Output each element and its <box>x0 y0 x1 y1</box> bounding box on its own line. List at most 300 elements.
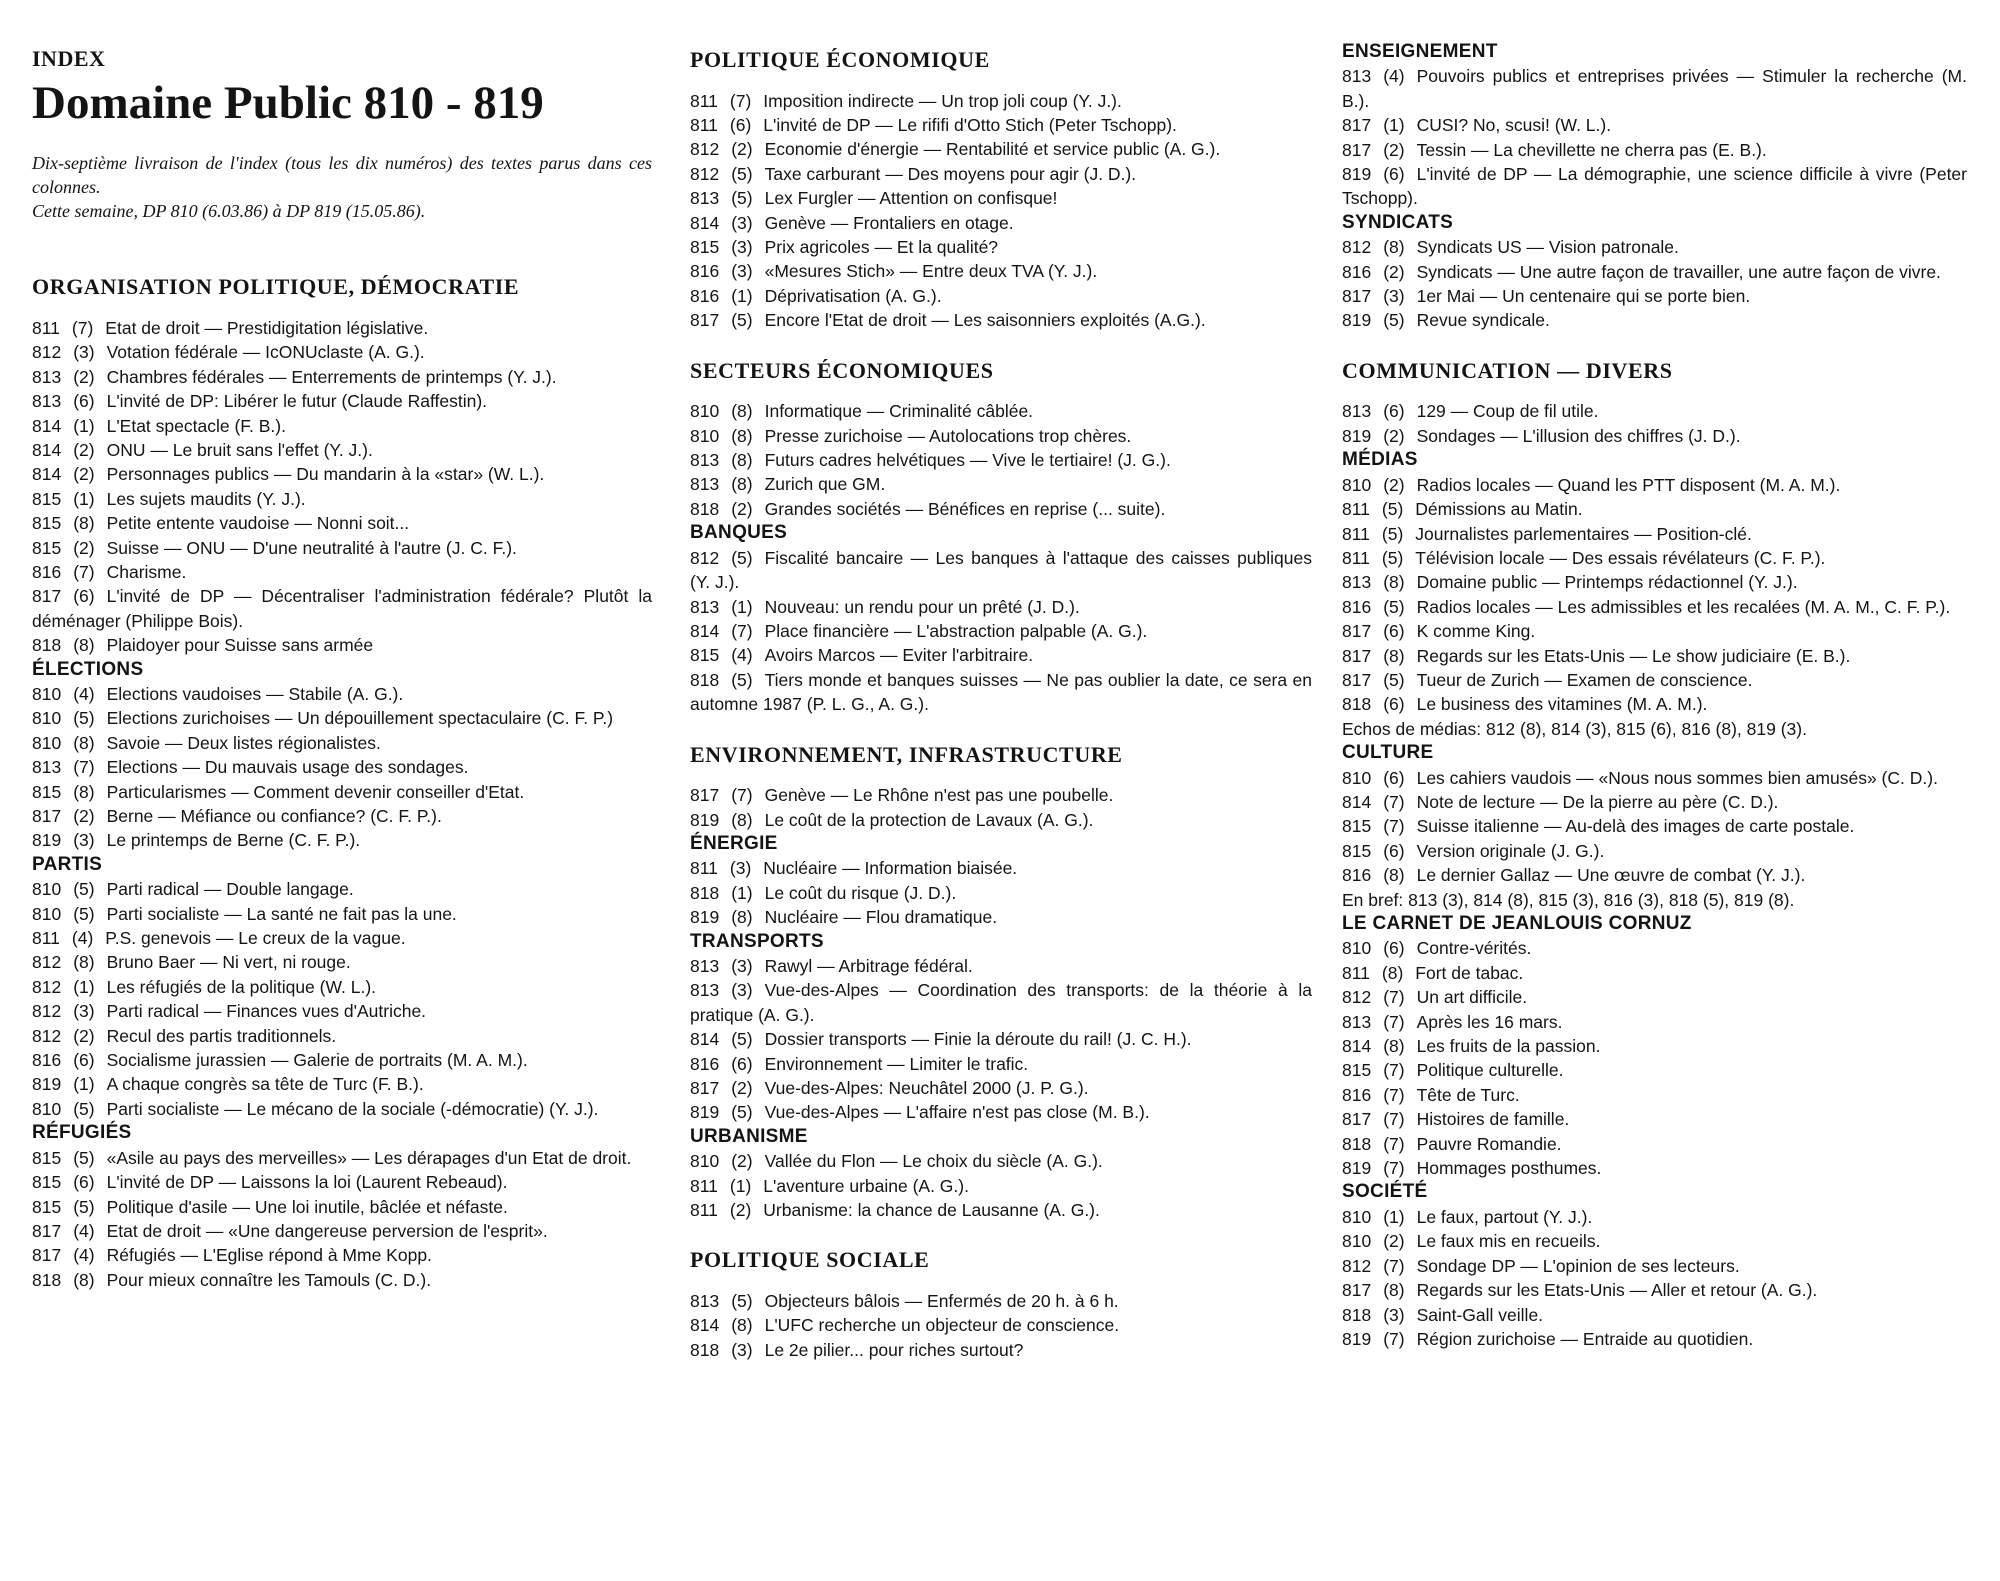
page-number: (5) <box>1383 596 1405 617</box>
page-number: (2) <box>731 498 753 519</box>
index-entry <box>1342 790 1967 814</box>
entry-title: Le business des vitamines (M. A. M.). <box>1416 694 1708 715</box>
issue-number: 814 <box>690 212 720 233</box>
page-number: (8) <box>73 1269 95 1290</box>
index-entry <box>1342 1083 1967 1107</box>
entry-title: L'invité de DP — Le rififi d'Otto Stich (Peter Tschopp). <box>763 115 1177 135</box>
entry-title: Grandes sociétés — Bénéfices en reprise (... suite). <box>764 498 1166 519</box>
entry-list <box>690 783 1312 832</box>
entry-title: Le coût du risque (J. D.). <box>764 882 957 903</box>
page-number: (2) <box>73 1025 95 1046</box>
entry-title: Bruno Baer — Ni vert, ni rouge. <box>106 952 351 973</box>
page-number: (2) <box>1383 261 1405 282</box>
issue-number: 816 <box>1342 865 1372 886</box>
page-number: (6) <box>73 1050 95 1071</box>
entry-list <box>1342 473 1967 717</box>
index-entry <box>1342 399 1967 423</box>
index-entry <box>690 259 1312 283</box>
index-entry <box>690 1174 1312 1198</box>
issue-number: 813 <box>690 450 720 471</box>
subsection-heading: BANQUES <box>690 522 788 544</box>
page-number: (2) <box>1383 425 1405 446</box>
issue-number: 810 <box>32 879 62 900</box>
page-number: (6) <box>73 586 95 607</box>
section-secteurs-economiques <box>690 357 1312 717</box>
index-entry <box>690 668 1312 717</box>
index-entry <box>690 1313 1312 1337</box>
page-number: (3) <box>731 261 753 282</box>
page-number: (5) <box>73 903 95 924</box>
index-entry <box>690 954 1312 978</box>
entry-list <box>32 316 652 658</box>
subsection-heading: CULTURE <box>1342 742 1434 764</box>
entry-title: Zurich que GM. <box>764 474 886 495</box>
entry-title: Votation fédérale — IcONUclaste (A. G.). <box>106 342 425 363</box>
entry-title: Genève — Frontaliers en otage. <box>764 212 1014 233</box>
issue-number: 811 <box>32 928 60 949</box>
page-number: (3) <box>731 237 753 258</box>
page-number: (2) <box>731 139 753 160</box>
index-entry <box>32 1219 652 1243</box>
page-number: (5) <box>1381 523 1404 544</box>
index-entry <box>32 828 652 852</box>
page-number: (7) <box>1383 1255 1405 1276</box>
issue-number: 815 <box>1342 840 1372 861</box>
entry-title: Le faux, partout (Y. J.). <box>1416 1206 1593 1227</box>
page-number: (7) <box>1383 1084 1405 1105</box>
entry-title: Le faux mis en recueils. <box>1416 1231 1601 1252</box>
section-heading: ORGANISATION POLITIQUE, DÉMOCRATIE <box>32 274 520 300</box>
index-entry <box>690 1149 1312 1173</box>
entry-title: Syndicats US — Vision patronale. <box>1416 237 1679 258</box>
page-number: (3) <box>73 342 95 363</box>
subsection-heading: TRANSPORTS <box>690 930 824 952</box>
index-entry <box>1342 1205 1967 1229</box>
issue-number: 817 <box>1342 669 1372 690</box>
entry-list <box>32 1146 652 1292</box>
page-number: (6) <box>1383 938 1405 959</box>
index-entry <box>32 1170 652 1194</box>
issue-number: 816 <box>32 1050 62 1071</box>
index-entry <box>1342 308 1967 332</box>
entry-title: Regards sur les Etats-Unis — Le show judiciaire (E. B.). <box>1416 645 1851 666</box>
issue-number: 814 <box>1342 791 1372 812</box>
entry-title: Presse zurichoise — Autolocations trop chères. <box>764 425 1132 446</box>
issue-number: 812 <box>1342 1255 1372 1276</box>
entry-title: Le dernier Gallaz — Une œuvre de combat (Y. J.). <box>1416 865 1806 886</box>
entry-list <box>1342 64 1967 210</box>
page-number: (6) <box>729 115 752 135</box>
page-number: (5) <box>73 708 95 729</box>
page-number: (2) <box>729 1200 752 1221</box>
entry-title: Les sujets maudits (Y. J.). <box>106 488 306 509</box>
entry-list <box>1342 399 1967 448</box>
index-entry <box>32 487 652 511</box>
entry-title: Avoirs Marcos — Eviter l'arbitraire. <box>764 645 1034 666</box>
page-number: (1) <box>73 1074 95 1095</box>
index-entry <box>32 706 652 730</box>
index-entry <box>32 511 652 535</box>
entry-title: Le 2e pilier... pour riches surtout? <box>764 1339 1024 1360</box>
issue-number: 810 <box>1342 1206 1372 1227</box>
issue-number: 811 <box>690 1175 718 1196</box>
issue-number: 818 <box>690 1339 720 1360</box>
index-entry <box>32 950 652 974</box>
index-entry <box>1342 1156 1967 1180</box>
page-number: (5) <box>73 879 95 900</box>
entry-title: Après les 16 mars. <box>1416 1011 1563 1032</box>
page-number: (2) <box>1383 474 1405 495</box>
index-entry <box>690 783 1312 807</box>
page-number: (2) <box>731 1078 753 1098</box>
page-number: (1) <box>1383 115 1405 136</box>
issue-number: 812 <box>1342 987 1372 1008</box>
section-continued <box>1342 40 1967 333</box>
issue-number: 817 <box>32 1220 62 1241</box>
page-number: (3) <box>1383 1304 1405 1325</box>
entry-title: Objecteurs bâlois — Enfermés de 20 h. à 6 h. <box>764 1291 1119 1312</box>
index-entry <box>32 731 652 755</box>
entry-title: «Asile au pays des merveilles» — Les dérapages d'un Etat de droit. <box>106 1147 632 1168</box>
index-entry <box>690 424 1312 448</box>
issue-number: 811 <box>690 90 718 111</box>
issue-number: 810 <box>32 732 62 753</box>
entry-list <box>690 856 1312 929</box>
entry-title: Dossier transports — Finie la déroute du rail! (J. C. H.). <box>764 1029 1192 1050</box>
entry-title: Regards sur les Etats-Unis — Aller et retour (A. G.). <box>1416 1280 1818 1301</box>
page-number: (5) <box>73 1196 95 1217</box>
index-entry <box>32 1195 652 1219</box>
index-entry <box>32 389 652 413</box>
page-number: (4) <box>73 1245 95 1266</box>
page-number: (6) <box>73 1172 95 1193</box>
issue-number: 813 <box>1342 572 1372 593</box>
page-number: (6) <box>1383 767 1405 788</box>
index-entry <box>690 113 1312 137</box>
index-entry <box>32 462 652 486</box>
issue-number: 811 <box>1342 523 1370 544</box>
issue-number: 819 <box>1342 1328 1372 1349</box>
issue-number: 810 <box>1342 767 1372 788</box>
page-number: (7) <box>731 785 753 806</box>
page-number: (5) <box>731 669 753 690</box>
page-number: (8) <box>1383 865 1405 886</box>
subsection-heading: MÉDIAS <box>1342 449 1418 471</box>
subsection-heading: ÉLECTIONS <box>32 658 144 680</box>
entry-title: Nouveau: un rendu pour un prêté (J. D.). <box>764 596 1080 617</box>
section-heading: ENVIRONNEMENT, INFRASTRUCTURE <box>690 741 1123 767</box>
page-number: (5) <box>731 310 753 331</box>
column-2 <box>690 40 1312 1386</box>
entry-title: Pauvre Romandie. <box>1416 1133 1562 1154</box>
index-entry <box>1342 473 1967 497</box>
issue-number: 817 <box>1342 1109 1372 1130</box>
entry-title: Le printemps de Berne (C. F. P.). <box>106 830 361 851</box>
issue-number: 816 <box>1342 596 1372 617</box>
index-entry <box>1342 570 1967 594</box>
entry-title: L'invité de DP — Laissons la loi (Laurent Rebeaud). <box>106 1172 508 1193</box>
page-number: (8) <box>1383 572 1405 593</box>
index-entry <box>32 1243 652 1267</box>
issue-number: 813 <box>690 980 720 1001</box>
index-entry <box>32 1048 652 1072</box>
entry-title: L'invité de DP: Libérer le futur (Claude Raffestin). <box>106 391 488 412</box>
page-number: (8) <box>73 732 95 753</box>
issue-number: 810 <box>32 683 62 704</box>
entry-title: Berne — Méfiance ou confiance? (C. F. P.). <box>106 806 442 827</box>
index-entry <box>690 595 1312 619</box>
issue-number: 814 <box>32 464 62 485</box>
page-number: (8) <box>731 809 753 830</box>
entry-title: Informatique — Criminalité câblée. <box>764 401 1034 422</box>
index-entry <box>32 926 652 950</box>
issue-number: 819 <box>1342 425 1372 446</box>
entry-title: Recul des partis traditionnels. <box>106 1025 337 1046</box>
entry-title: P.S. genevois — Le creux de la vague. <box>105 928 406 949</box>
page-number: (3) <box>1383 286 1405 307</box>
page-number: (8) <box>731 907 753 928</box>
page-number: (5) <box>731 188 753 209</box>
entry-title: Personnages publics — Du mandarin à la «star» (W. L.). <box>106 464 545 485</box>
issue-number: 812 <box>32 1025 62 1046</box>
entry-title: Contre-vérités. <box>1416 938 1532 959</box>
page-number: (8) <box>731 1315 753 1336</box>
entry-title: Histoires de famille. <box>1416 1109 1570 1130</box>
page-number: (1) <box>731 285 753 306</box>
index-entry <box>32 999 652 1023</box>
index-entry <box>690 89 1312 113</box>
entry-title: Les fruits de la passion. <box>1416 1036 1601 1057</box>
entry-list <box>690 954 1312 1125</box>
issue-number: 811 <box>690 115 718 135</box>
index-entry <box>1342 644 1967 668</box>
index-entry <box>32 780 652 804</box>
entry-title: L'aventure urbaine (A. G.). <box>763 1175 969 1196</box>
page-number: (1) <box>731 882 753 903</box>
issue-number: 810 <box>1342 474 1372 495</box>
issue-number: 812 <box>32 1001 62 1022</box>
issue-number: 814 <box>32 415 62 436</box>
entry-title: Etat de droit — Prestidigitation législative. <box>105 317 429 338</box>
index-entry <box>32 560 652 584</box>
index-entry <box>1342 546 1967 570</box>
entry-title: Savoie — Deux listes régionalistes. <box>106 732 381 753</box>
page-number: (8) <box>73 635 95 656</box>
entry-title: Encore l'Etat de droit — Les saisonniers exploités (A.G.). <box>764 310 1206 331</box>
index-entry <box>1342 936 1967 960</box>
entry-title: Taxe carburant — Des moyens pour agir (J. D.). <box>764 163 1137 184</box>
index-entry <box>1342 1107 1967 1131</box>
index-entry <box>1342 1010 1967 1034</box>
page-number: (7) <box>1383 1060 1405 1081</box>
page-number: (2) <box>73 464 95 485</box>
index-entry <box>1342 985 1967 1009</box>
issue-number: 817 <box>690 785 720 806</box>
entry-title: Suisse italienne — Au-delà des images de carte postale. <box>1416 816 1855 837</box>
entry-title: L'invité de DP — Décentraliser l'administration fédérale? Plutôt la déménager (Philippe Bois). <box>32 586 652 631</box>
index-entry <box>32 877 652 901</box>
issue-number: 812 <box>32 342 62 363</box>
index-entry <box>32 365 652 389</box>
page-number: (7) <box>1383 1133 1405 1154</box>
page-number: (5) <box>1381 547 1404 568</box>
index-entry <box>690 546 1312 595</box>
page-number: (1) <box>1383 1206 1405 1227</box>
issue-number: 819 <box>32 830 62 851</box>
issue-number: 810 <box>690 425 720 446</box>
page-number: (1) <box>731 596 753 617</box>
issue-number: 810 <box>1342 938 1372 959</box>
index-entry <box>1342 961 1967 985</box>
issue-number: 813 <box>1342 1011 1372 1032</box>
page-number: (8) <box>731 450 753 471</box>
issue-number: 816 <box>1342 1084 1372 1105</box>
index-entry <box>32 438 652 462</box>
entry-title: Hommages posthumes. <box>1416 1158 1602 1179</box>
entry-title: K comme King. <box>1416 621 1536 642</box>
entry-title: Version originale (J. G.). <box>1416 840 1605 861</box>
entry-title: Fort de tabac. <box>1415 962 1524 983</box>
section-politique-sociale <box>690 1246 1312 1362</box>
entry-title: Suisse — ONU — D'une neutralité à l'autre (J. C. F.). <box>106 537 517 558</box>
entry-title: Elections zurichoises — Un dépouillement spectaculaire (C. F. P.) <box>106 708 614 729</box>
intro-line: Dix-septième livraison de l'index (tous les dix numéros) des textes parus dans ces colonnes. <box>32 153 652 197</box>
subsection-heading: ENSEIGNEMENT <box>1342 41 1498 62</box>
page-number: (7) <box>1383 1328 1405 1349</box>
section-heading: POLITIQUE SOCIALE <box>690 1247 930 1273</box>
issue-number: 811 <box>1342 547 1370 568</box>
index-entry <box>690 1289 1312 1313</box>
index-entry <box>690 162 1312 186</box>
entry-title: Parti radical — Finances vues d'Autriche. <box>106 1001 427 1022</box>
index-entry <box>690 1052 1312 1076</box>
issue-number: 815 <box>32 537 62 558</box>
entry-title: Syndicats — Une autre façon de travailler, une autre façon de vivre. <box>1416 261 1941 282</box>
entry-list <box>690 1289 1312 1362</box>
page-number: (2) <box>73 806 95 827</box>
page-number: (7) <box>1383 1158 1405 1179</box>
page-number: (5) <box>73 1147 95 1168</box>
index-entry <box>690 881 1312 905</box>
summary-line: Echos de médias: 812 (8), 814 (3), 815 (6), 816 (8), 819 (3). <box>1342 718 1807 739</box>
entry-title: CUSI? No, scusi! (W. L.). <box>1416 115 1612 136</box>
page-number: (2) <box>73 439 95 460</box>
entry-title: Vue-des-Alpes — Coordination des transports: de la théorie à la pratique (A. G.). <box>690 980 1312 1025</box>
issue-number: 812 <box>690 163 720 184</box>
page-number: (7) <box>731 620 753 641</box>
issue-number: 818 <box>690 669 720 690</box>
index-entry <box>690 1027 1312 1051</box>
issue-number: 813 <box>690 474 720 495</box>
issue-number: 819 <box>690 907 720 928</box>
issue-number: 811 <box>1342 962 1370 983</box>
page-number: (6) <box>1383 401 1405 422</box>
entry-title: Télévision locale — Des essais révélateurs (C. F. P.). <box>1415 547 1826 568</box>
issue-number: 815 <box>690 645 720 666</box>
issue-number: 813 <box>32 757 62 778</box>
page-number: (2) <box>731 1151 753 1172</box>
page-number: (2) <box>1383 139 1405 160</box>
index-entry <box>1342 1132 1967 1156</box>
index-entry <box>690 448 1312 472</box>
page-number: (5) <box>731 163 753 184</box>
entry-title: Saint-Gall veille. <box>1416 1304 1544 1325</box>
entry-title: Tueur de Zurich — Examen de conscience. <box>1416 669 1753 690</box>
entry-title: Radios locales — Quand les PTT disposent (M. A. M.). <box>1416 474 1841 495</box>
page-number: (7) <box>71 317 94 338</box>
intro-text <box>32 152 652 223</box>
page-number: (3) <box>73 830 95 851</box>
entry-title: Parti socialiste — Le mécano de la sociale (-démocratie) (Y. J.). <box>106 1098 599 1119</box>
subsection-heading: SYNDICATS <box>1342 211 1454 233</box>
page-number: (4) <box>731 645 753 666</box>
index-entry <box>1342 668 1967 692</box>
entry-title: «Mesures Stich» — Entre deux TVA (Y. J.). <box>764 261 1098 282</box>
issue-number: 819 <box>690 809 720 830</box>
index-entry <box>1342 424 1967 448</box>
page-number: (7) <box>1383 1011 1405 1032</box>
subsection-heading: RÉFUGIÉS <box>32 1122 132 1144</box>
page-number: (8) <box>1383 1280 1405 1301</box>
index-entry <box>1342 1058 1967 1082</box>
index-entry <box>690 856 1312 880</box>
page-number: (5) <box>73 1098 95 1119</box>
subsection-heading: PARTIS <box>32 853 103 875</box>
page-number: (7) <box>73 757 95 778</box>
page-number: (1) <box>73 488 95 509</box>
issue-number: 811 <box>690 1200 718 1221</box>
index-entry <box>32 1024 652 1048</box>
page-number: (3) <box>731 212 753 233</box>
issue-number: 818 <box>1342 1304 1372 1325</box>
index-entry <box>32 633 652 657</box>
index-entry <box>1342 138 1967 162</box>
page-number: (7) <box>1383 816 1405 837</box>
column-1 <box>32 40 652 1316</box>
entry-title: Socialisme jurassien — Galerie de portraits (M. A. M.). <box>106 1050 528 1071</box>
index-entry <box>690 186 1312 210</box>
page-number: (3) <box>731 1339 753 1360</box>
entry-list <box>690 399 1312 521</box>
section-organisation-politique-democratie <box>32 273 652 1292</box>
summary-line: En bref: 813 (3), 814 (8), 815 (3), 816 (3), 818 (5), 819 (8). <box>1342 889 1795 910</box>
entry-title: Réfugiés — L'Eglise répond à Mme Kopp. <box>106 1245 432 1266</box>
entry-title: Elections — Du mauvais usage des sondages. <box>106 757 469 778</box>
page-number: (5) <box>1381 499 1404 520</box>
issue-number: 810 <box>32 1098 62 1119</box>
entry-title: Vue-des-Alpes: Neuchâtel 2000 (J. P. G.). <box>764 1078 1089 1098</box>
entry-title: Vallée du Flon — Le choix du siècle (A. G.). <box>764 1151 1103 1172</box>
index-entry <box>690 1198 1312 1222</box>
entry-title: Environnement — Limiter le trafic. <box>764 1053 1029 1074</box>
page-number: (5) <box>731 1029 753 1050</box>
issue-number: 817 <box>1342 115 1372 136</box>
index-entry <box>690 1076 1312 1100</box>
issue-number: 818 <box>32 635 62 656</box>
index-entry <box>690 472 1312 496</box>
index-entry <box>1342 595 1967 619</box>
issue-number: 815 <box>32 1147 62 1168</box>
issue-number: 812 <box>32 952 62 973</box>
issue-number: 810 <box>690 401 720 422</box>
page-number: (5) <box>731 1291 753 1312</box>
entry-title: L'Etat spectacle (F. B.). <box>106 415 286 436</box>
column-3 <box>1342 40 1967 1375</box>
page-number: (7) <box>1383 1109 1405 1130</box>
entry-title: Radios locales — Les admissibles et les recalées (M. A. M., C. F. P.). <box>1416 596 1951 617</box>
entry-title: Place financière — L'abstraction palpable (A. G.). <box>764 620 1148 641</box>
section-heading: SECTEURS ÉCONOMIQUES <box>690 357 994 383</box>
